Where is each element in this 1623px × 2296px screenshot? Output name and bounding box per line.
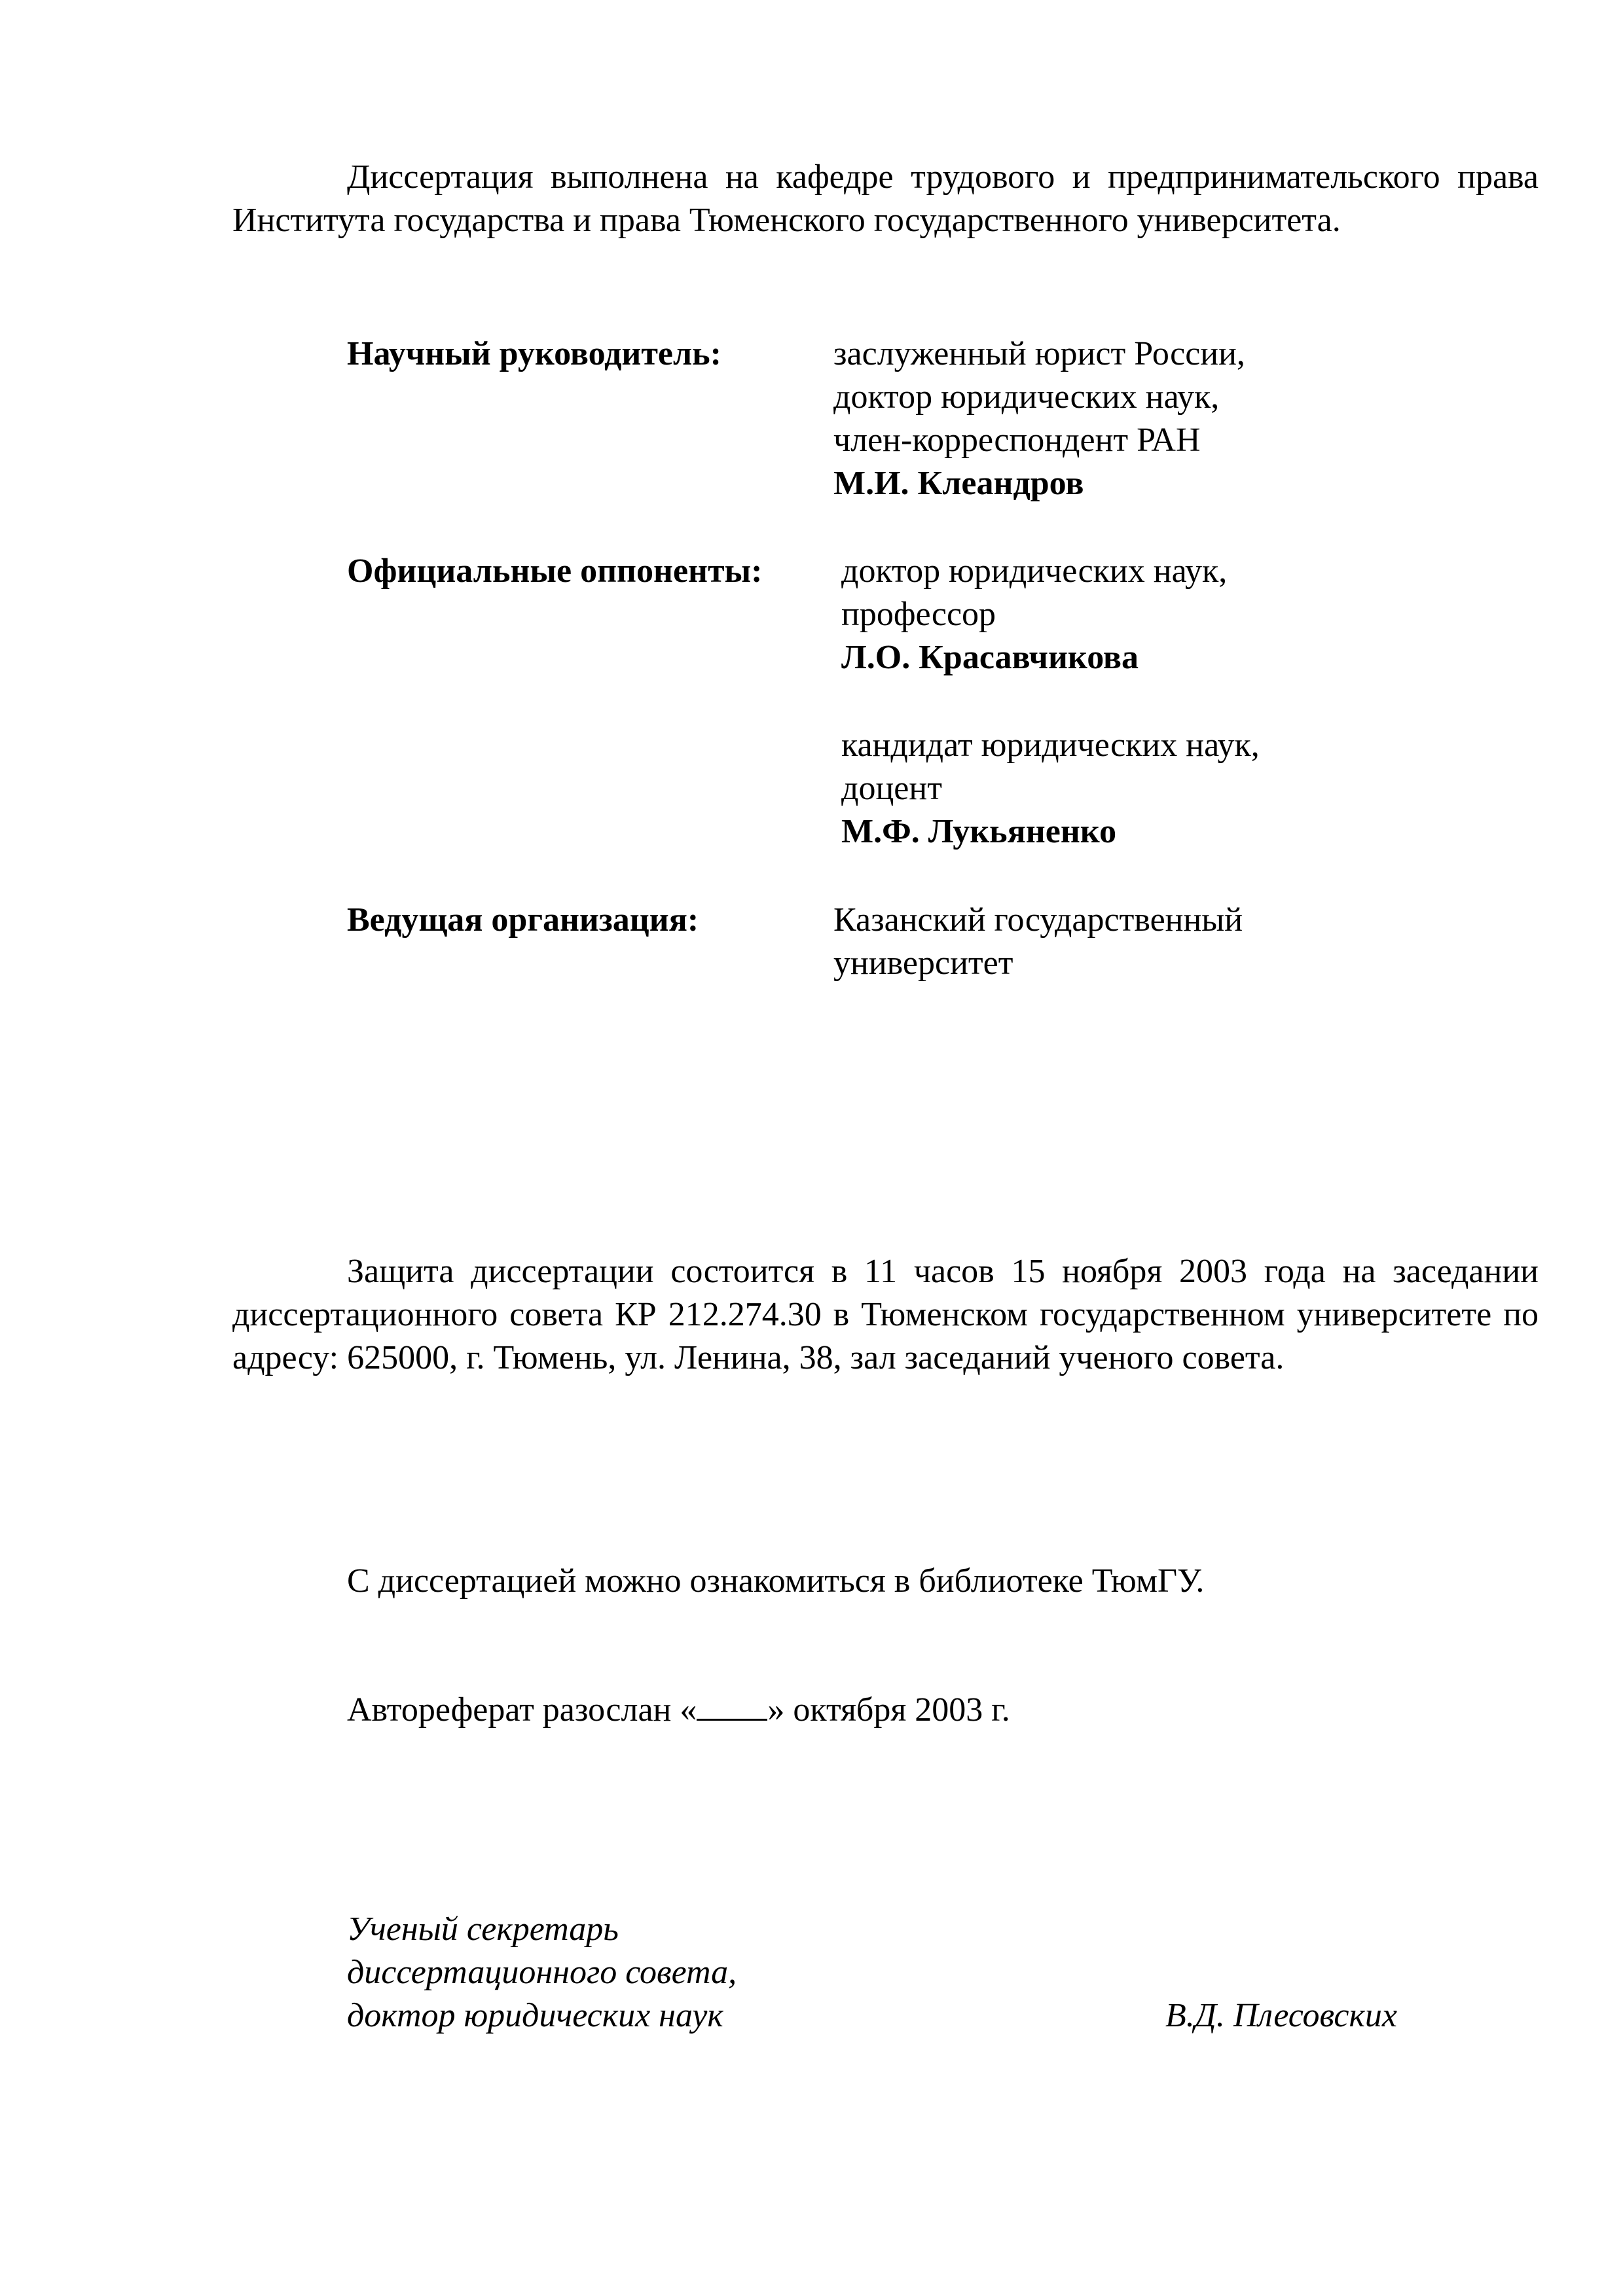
supervisor-details xyxy=(833,332,1245,505)
abstract-sent-line xyxy=(347,1689,1010,1732)
opponent-2-name: М.Ф. Лукьяненко xyxy=(841,813,1117,850)
secretary-title xyxy=(347,1908,737,2037)
supervisor-name: М.И. Клеандров xyxy=(833,465,1084,502)
defense-paragraph: Защита диссертации состоится в 11 часов 15 ноября 2003 года на заседании диссертационного совета КР 212.274.30 в Тюменском государственном университете по адресу: 625000, г. Тюмень, ул. Ленина, 38, зал заседаний ученого совета. xyxy=(232,1253,1539,1376)
supervisor-label: Научный руководитель: xyxy=(347,335,721,372)
lead-org-details xyxy=(833,899,1243,985)
opponent-2-line-1: кандидат юридических наук, xyxy=(841,726,1260,764)
opponent-1-details xyxy=(841,550,1227,679)
intro-paragraph: Диссертация выполнена на кафедре трудового и предпринимательского права Института государства и права Тюменского государственного университета. xyxy=(232,158,1539,239)
supervisor-line-1: заслуженный юрист России, xyxy=(833,335,1245,372)
secretary-line-1: Ученый секретарь xyxy=(347,1910,619,1948)
library-note: С диссертацией можно ознакомиться в библиотеке ТюмГУ. xyxy=(347,1562,1205,1600)
secretary-line-2: диссертационного совета, xyxy=(347,1954,737,1991)
lead-org-label: Ведущая организация: xyxy=(347,901,699,939)
lead-org-line-1: Казанский государственный xyxy=(833,901,1243,939)
date-blank xyxy=(697,1690,767,1721)
supervisor-line-3: член-корреспондент РАН xyxy=(833,422,1201,459)
opponent-1-name: Л.О. Красавчикова xyxy=(841,639,1139,676)
opponents-label: Официальные оппоненты: xyxy=(347,552,763,590)
opponent-2-line-2: доцент xyxy=(841,770,942,807)
abstract-sent-suffix: » октября 2003 г. xyxy=(767,1691,1010,1729)
abstract-sent-prefix: Автореферат разослан « xyxy=(347,1691,697,1729)
secretary-name: В.Д. Плесовских xyxy=(1165,1997,1397,2034)
opponent-2-details xyxy=(841,724,1260,853)
lead-org-line-2: университет xyxy=(833,944,1013,982)
opponent-1-line-2: профессор xyxy=(841,596,996,633)
supervisor-line-2: доктор юридических наук, xyxy=(833,378,1220,416)
opponent-1-line-1: доктор юридических наук, xyxy=(841,552,1228,590)
secretary-line-3: доктор юридических наук xyxy=(347,1997,723,2034)
